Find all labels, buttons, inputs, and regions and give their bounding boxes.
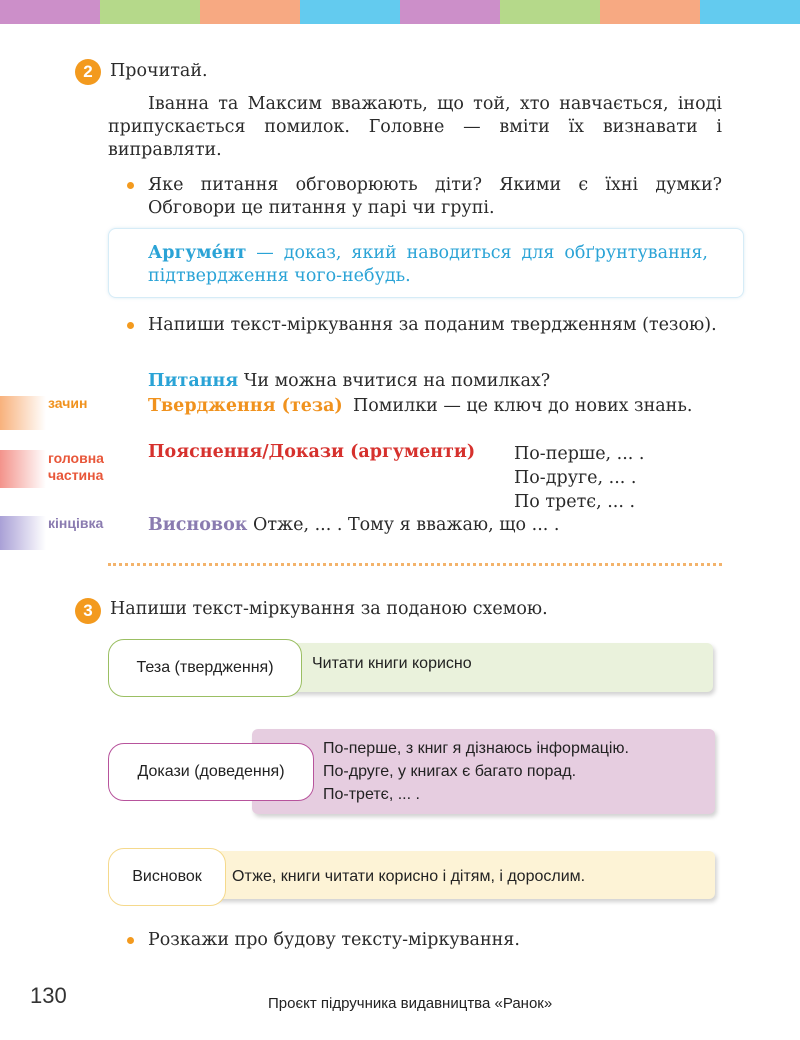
task-2-heading: Прочитай. bbox=[110, 61, 208, 81]
proof-item-3: По-третє, ... . bbox=[323, 786, 420, 803]
task-2-paragraph: Іванна та Максим вважають, що той, хто навчається, іноді припускається помилок. Головне — вміти їх визнавати і виправляти. bbox=[108, 94, 722, 160]
bullet-dot bbox=[127, 322, 134, 329]
color-stripe bbox=[0, 0, 100, 24]
question-text: Чи можна вчитися на помилках? bbox=[243, 371, 551, 391]
side-tag-intro-bar bbox=[0, 396, 46, 430]
color-stripe bbox=[300, 0, 400, 24]
definition-term: Аргуме́нт bbox=[148, 243, 247, 263]
task-3-heading: Напиши текст-міркування за поданою схемою. bbox=[110, 599, 548, 619]
definition-body: — доказ, який наводиться для обґрунтування, підтвердження чого-небудь. bbox=[148, 243, 708, 286]
color-stripe bbox=[200, 0, 300, 24]
proofs-label-2: Пояснення/Докази (аргументи) bbox=[148, 442, 476, 462]
task-3-bullet: Розкажи про будову тексту-міркування. bbox=[148, 930, 520, 950]
color-stripe bbox=[600, 0, 700, 24]
side-tag-ending-bar bbox=[0, 516, 46, 550]
task-3-number: 3 bbox=[75, 598, 101, 624]
conclusion-text: Отже, ... . Тому я вважаю, що ... . bbox=[252, 515, 560, 535]
page-number: 130 bbox=[30, 983, 67, 1008]
color-stripe bbox=[400, 0, 500, 24]
conclusion-line bbox=[148, 514, 559, 537]
side-tag-main-line-1: головна bbox=[48, 450, 104, 466]
task-2-number: 2 bbox=[75, 59, 101, 85]
dotted-divider bbox=[108, 563, 722, 566]
task-2-bullet-2: Напиши текст-міркування за поданим твердженням (тезою). bbox=[148, 315, 717, 335]
definition-text bbox=[148, 242, 708, 288]
bullet-dot bbox=[127, 182, 134, 189]
proof-item-1: По-перше, з книг я дізнаюсь інформацію. bbox=[323, 740, 629, 757]
color-stripe bbox=[100, 0, 200, 24]
thesis-label-2: Твердження (теза) bbox=[148, 396, 343, 416]
bullet-dot bbox=[127, 937, 134, 944]
task-2-bullet-1: Яке питання обговорюють діти? Якими є їхні думки? Обговори це питання у парі чи групі. bbox=[148, 175, 722, 218]
top-color-bar bbox=[0, 0, 800, 24]
color-stripe bbox=[700, 0, 800, 24]
proofs-pill: Докази (доведення) bbox=[108, 743, 314, 801]
thesis-box-text: Читати книги корисно bbox=[312, 655, 472, 672]
side-tag-ending: кінцівка bbox=[48, 515, 104, 531]
side-tag-main bbox=[48, 450, 104, 484]
question-label: Питання bbox=[148, 371, 239, 391]
conclusion-label: Висновок bbox=[148, 515, 248, 535]
conclusion-box-text: Отже, книги читати корисно і дітям, і дорослим. bbox=[232, 868, 586, 885]
color-stripe bbox=[500, 0, 600, 24]
side-tag-intro: зачин bbox=[48, 395, 88, 411]
side-tag-main-line-2: частина bbox=[48, 467, 104, 483]
proof-line-3: По третє, ... . bbox=[514, 492, 636, 512]
side-tag-main-bar bbox=[0, 450, 46, 488]
question-line bbox=[148, 370, 550, 393]
proof-line-2: По-друге, ... . bbox=[514, 468, 637, 488]
thesis-text-2: Помилки — це ключ до нових знань. bbox=[353, 396, 693, 416]
proof-line-1: По-перше, ... . bbox=[514, 444, 645, 464]
conclusion-pill: Висновок bbox=[108, 848, 226, 906]
footer-caption: Проєкт підручника видавництва «Ранок» bbox=[268, 995, 553, 1012]
proof-item-2: По-друге, у книгах є багато порад. bbox=[323, 763, 577, 780]
thesis-pill: Теза (твердження) bbox=[108, 639, 302, 697]
